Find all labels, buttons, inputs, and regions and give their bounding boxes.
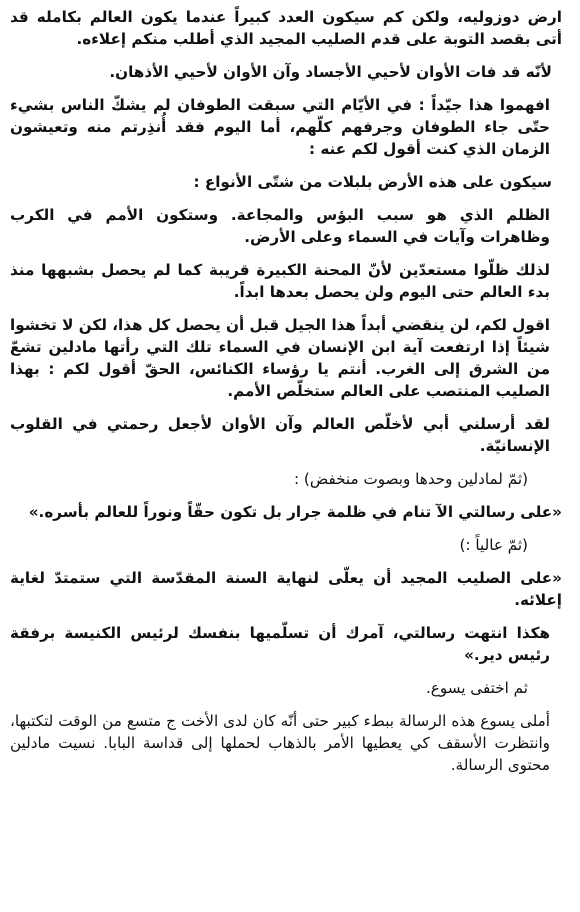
paragraph-stage-direction-low-voice: (ثمّ لمادلين وحدها وبصوت منخفض) : xyxy=(293,470,528,488)
paragraph-jesus-vanished: ثم اختفى يسوع. xyxy=(425,679,528,697)
document-page xyxy=(10,6,562,787)
paragraph-flood-warning: افهموا هذا جيّداً : في الأيّام التي سبقت الطوفان لم يشكّ الناس بشيء حتّى جاء الطوفان وجرفهم كلّهم، أما اليوم فقد أُنذِرتم منه وتعيشون الزمان الذي كنت أقول لكم عنه : xyxy=(10,96,550,158)
paragraph-great-trial: لذلك ظلّوا مستعدّين لأنّ المحنة الكبيرة قريبة كما لم يحصل بشبهها منذ بدء العالم حتى اليوم ولن يحصل بعدها ابداً. xyxy=(10,261,550,301)
paragraph-injustice: الظلم الذي هو سبب البؤس والمجاعة. وستكون الأمم في الكرب وظاهرات وآيات في السماء وعلى الأرض. xyxy=(10,206,550,246)
paragraph-time-has-come: لأنّه قد فات الأوان لأحيي الأجساد وآن الأوان لأحيي الأذهان. xyxy=(109,63,552,81)
paragraph-this-generation: اقول لكم، لن ينقضي أبداً هذا الجيل قبل أن يحصل كل هذا، لكن لا تخشوا شيئاً إذا ارتفعت آية ابن الإنسان في السماء تلك التي رأتها مادلين تشعّ من الشرق إلى الغرب. أنتم يا رؤساء الكنائس، الحقّ أقول لكم : بهذا الصليب المنتصب على العالم ستخلّص الأمم. xyxy=(10,316,550,400)
paragraph-stage-direction-aloud: (ثمّ عالياً :) xyxy=(459,536,528,554)
paragraph-message-ended: هكذا انتهت رسالتي، آمرك أن تسلّميها بنفسك لرئيس الكنيسة برفقة رئيس دير.» xyxy=(10,624,550,664)
paragraph-dozule-cross: ارض دوزوليه، ولكن كم سيكون العدد كبيراً عندما يكون العالم بكامله قد أتى بقصد التوبة على قدم الصليب المجيد الذي أطلب منكم إعلاءه. xyxy=(10,8,562,48)
paragraph-glorious-cross: «على الصليب المجيد أن يعلّى لنهاية السنة المقدّسة التي ستمتدّ لغاية إعلائه. xyxy=(10,569,562,609)
paragraph-closing-narrative: أملى يسوع هذه الرسالة ببطء كبير حتى أنّه كان لدى الأخت ج متسع من الوقت لتكتبها، وانتظرت الأسقف كي يعطيها الأمر بالذهاب لحملها إلى قداسة البابا. نسيت مادلين محتوى الرسالة. xyxy=(10,712,550,774)
paragraph-message-light: «على رسالتي الآ تنام في ظلمة جرار بل تكون حقّاً ونوراً للعالم بأسره.» xyxy=(28,503,562,521)
paragraph-upheavals: سيكون على هذه الأرض بلبلات من شتّى الأنواع : xyxy=(193,173,552,191)
paragraph-mercy: لقد أرسلني أبي لأخلّص العالم وآن الأوان لأجعل رحمتي في القلوب الإنسانيّة. xyxy=(10,415,550,455)
